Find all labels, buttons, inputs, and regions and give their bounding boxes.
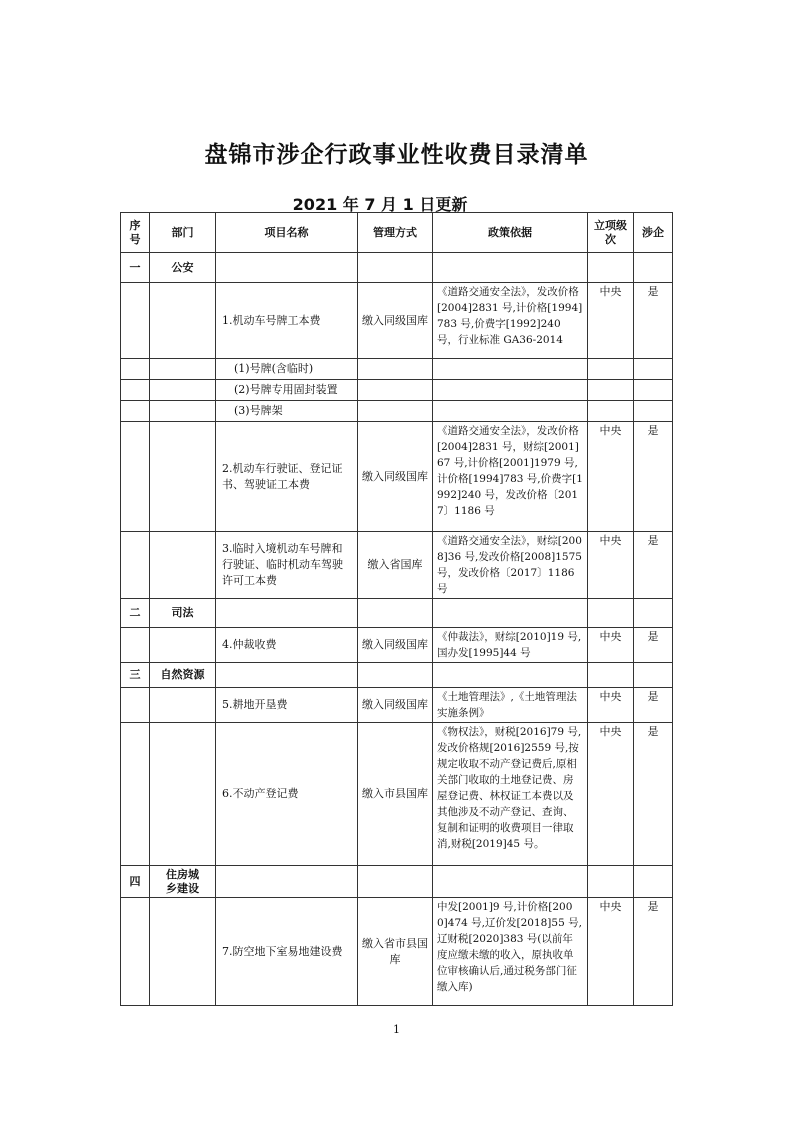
section-dept: 司法 [150, 599, 216, 628]
section-number: 一 [121, 253, 150, 283]
item-name: 7.防空地下室易地建设费 [216, 898, 358, 1006]
item-level: 中央 [588, 723, 634, 866]
item-mgmt: 缴入市县国库 [358, 723, 433, 866]
fee-catalog-table [120, 212, 673, 1006]
item-name: 6.不动产登记费 [216, 723, 358, 866]
header-seq: 序号 [121, 213, 150, 253]
page-number: 1 [393, 1023, 400, 1036]
item-ent: 是 [634, 898, 673, 1006]
item-name: (1)号牌(含临时) [216, 359, 358, 380]
item-basis: 中发[2001]9 号,计价格[2000]474 号,辽价发[2018]55 号,辽财税[2020]383 号(以前年度应缴未缴的收入，原执收单位审核确认后,通过税务部门征缴入库) [433, 898, 588, 1006]
section-dept: 公安 [150, 253, 216, 283]
header-basis: 政策依据 [433, 213, 588, 253]
table-row [121, 359, 673, 380]
item-mgmt: 缴入省市县国库 [358, 898, 433, 1006]
section-row [121, 253, 673, 283]
header-dept: 部门 [150, 213, 216, 253]
table-row [121, 723, 673, 866]
table-row [121, 380, 673, 401]
item-mgmt: 缴入同级国库 [358, 283, 433, 359]
item-name: 3.临时入境机动车号牌和行驶证、临时机动车驾驶许可工本费 [216, 532, 358, 599]
update-date: 2021 年 7 月 1 日更新 [292, 195, 468, 214]
item-ent: 是 [634, 628, 673, 663]
item-basis: 《土地管理法》,《土地管理法实施条例》 [433, 688, 588, 723]
table-row [121, 422, 673, 532]
table-row [121, 532, 673, 599]
section-number: 二 [121, 599, 150, 628]
item-level: 中央 [588, 422, 634, 532]
document-title: 盘锦市涉企行政事业性收费目录清单 [204, 142, 589, 168]
header-ent: 涉企 [634, 213, 673, 253]
table-row [121, 898, 673, 1006]
item-basis: 《道路交通安全法》，发改价格[2004]2831 号,计价格[1994]783 号,价费字[1992]240 号，行业标准 GA36-2014 [433, 283, 588, 359]
item-level: 中央 [588, 628, 634, 663]
item-ent: 是 [634, 422, 673, 532]
item-level: 中央 [588, 532, 634, 599]
item-basis: 《物权法》，财税[2016]79 号,发改价格规[2016]2559 号,按规定收取不动产登记费后,原相关部门收取的土地登记费、房屋登记费、林权证工本费以及其他涉及不动产登记、查询、复制和证明的收费项目一律取消,财税[2019]45 号。 [433, 723, 588, 866]
item-name: 5.耕地开垦费 [216, 688, 358, 723]
item-mgmt: 缴入同级国库 [358, 422, 433, 532]
section-dept: 住房城乡建设 [150, 866, 216, 898]
header-mgmt: 管理方式 [358, 213, 433, 253]
item-name: 4.仲裁收费 [216, 628, 358, 663]
header-row [121, 213, 673, 253]
item-name: 2.机动车行驶证、登记证书、驾驶证工本费 [216, 422, 358, 532]
item-level: 中央 [588, 898, 634, 1006]
item-name: (2)号牌专用固封装置 [216, 380, 358, 401]
item-basis: 《道路交通安全法》，财综[2008]36 号,发改价格[2008]1575 号，发改价格〔2017〕1186 号 [433, 532, 588, 599]
section-row [121, 663, 673, 688]
item-ent: 是 [634, 532, 673, 599]
item-level: 中央 [588, 283, 634, 359]
section-number: 三 [121, 663, 150, 688]
section-row [121, 866, 673, 898]
item-ent: 是 [634, 723, 673, 866]
header-item: 项目名称 [216, 213, 358, 253]
item-mgmt: 缴入省国库 [358, 532, 433, 599]
item-ent: 是 [634, 283, 673, 359]
item-basis: 《仲裁法》，财综[2010]19 号,国办发[1995]44 号 [433, 628, 588, 663]
table-row [121, 688, 673, 723]
item-mgmt: 缴入同级国库 [358, 688, 433, 723]
item-level: 中央 [588, 688, 634, 723]
item-name: 1.机动车号牌工本费 [216, 283, 358, 359]
header-level: 立项级次 [588, 213, 634, 253]
table-row [121, 628, 673, 663]
table-row [121, 401, 673, 422]
table-row [121, 283, 673, 359]
section-dept: 自然资源 [150, 663, 216, 688]
section-number: 四 [121, 866, 150, 898]
item-mgmt: 缴入同级国库 [358, 628, 433, 663]
section-row [121, 599, 673, 628]
item-ent: 是 [634, 688, 673, 723]
item-name: (3)号牌架 [216, 401, 358, 422]
item-basis: 《道路交通安全法》，发改价格[2004]2831 号，财综[2001]67 号,计价格[2001]1979 号,计价格[1994]783 号,价费字[1992]240 号，发改价格〔2017〕1186 号 [433, 422, 588, 532]
